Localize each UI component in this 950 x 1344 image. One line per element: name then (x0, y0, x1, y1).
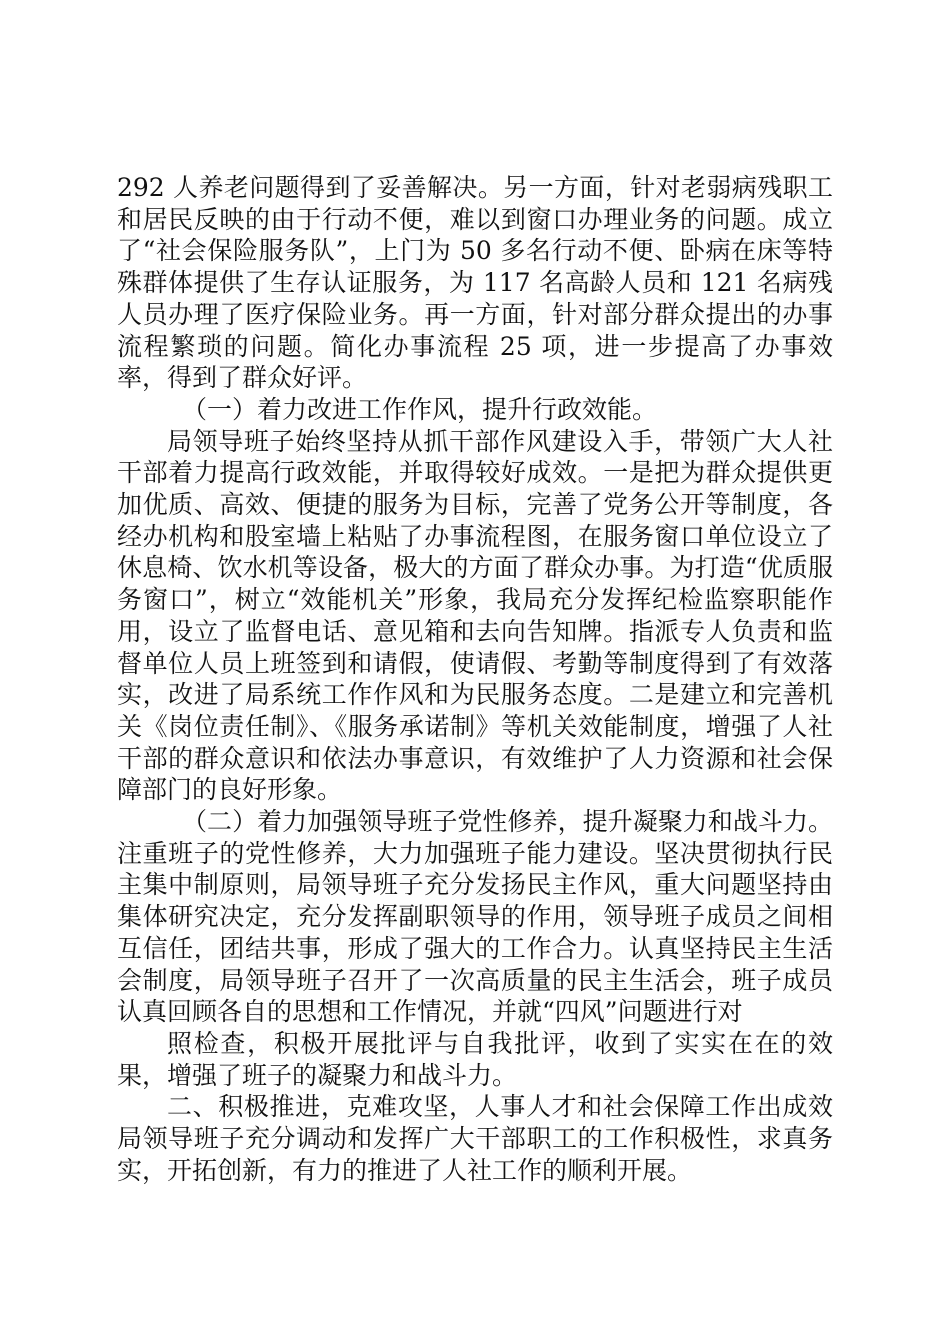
document-body (117, 172, 833, 1187)
paragraph-continuation: 292 人养老问题得到了妥善解决。另一方面，针对老弱病残职工和居民反映的由于行动不便，难以到窗口办理业务的问题。成立了“社会保险服务队”，上门为 50 多名行动不便、卧病在床等特殊群体提供了生存认证服务，为 117 名高龄人员和 121 名病残人员办理了医疗保险业务。再一方面，针对部分群众提出的办事流程繁琐的问题。简化办事流程 25 项，进一步提高了办事效率，得到了群众好评。 (117, 173, 833, 393)
section-heading-main-2: 二、积极推进，克难攻坚，人事人才和社会保障工作出成效局领导班子充分调动和发挥广大干部职工的工作积极性，求真务实，开拓创新，有力的推进了人社工作的顺利开展。 (117, 1092, 833, 1185)
paragraph-self-criticism: 照检查，积极开展批评与自我批评，收到了实实在在的效果，增强了班子的凝聚力和战斗力。 (117, 1028, 833, 1090)
section-heading-1: （一）着力改进工作作风，提升行政效能。 (182, 394, 658, 424)
section-heading-2-paragraph: （二）着力加强领导班子党性修养，提升凝聚力和战斗力。注重班子的党性修养，大力加强班子能力建设。坚决贯彻执行民主集中制原则，局领导班子充分发扬民主作风，重大问题坚持由集体研究决定，充分发挥副职领导的作用，领导班子成员之间相互信任，团结共事，形成了强大的工作合力。认真坚持民主生活会制度，局领导班子召开了一次高质量的民主生活会，班子成员认真回顾各自的思想和工作情况，并就“四风”问题进行对 (117, 807, 833, 1027)
paragraph-work-style: 局领导班子始终坚持从抓干部作风建设入手，带领广大人社干部着力提高行政效能，并取得较好成效。一是把为群众提供更加优质、高效、便捷的服务为目标，完善了党务公开等制度，各经办机构和股室墙上粘贴了办事流程图，在服务窗口单位设立了休息椅、饮水机等设备，极大的方面了群众办事。为打造“优质服务窗口”，树立“效能机关”形象，我局充分发挥纪检监察职能作用，设立了监督电话、意见箱和去向告知牌。指派专人负责和监督单位人员上班签到和请假，使请假、考勤等制度得到了有效落实，改进了局系统工作作风和为民服务态度。二是建立和完善机关《岗位责任制》、《服务承诺制》等机关效能制度，增强了人社干部的群众意识和依法办事意识，有效维护了人力资源和社会保障部门的良好形象。 (117, 426, 833, 805)
